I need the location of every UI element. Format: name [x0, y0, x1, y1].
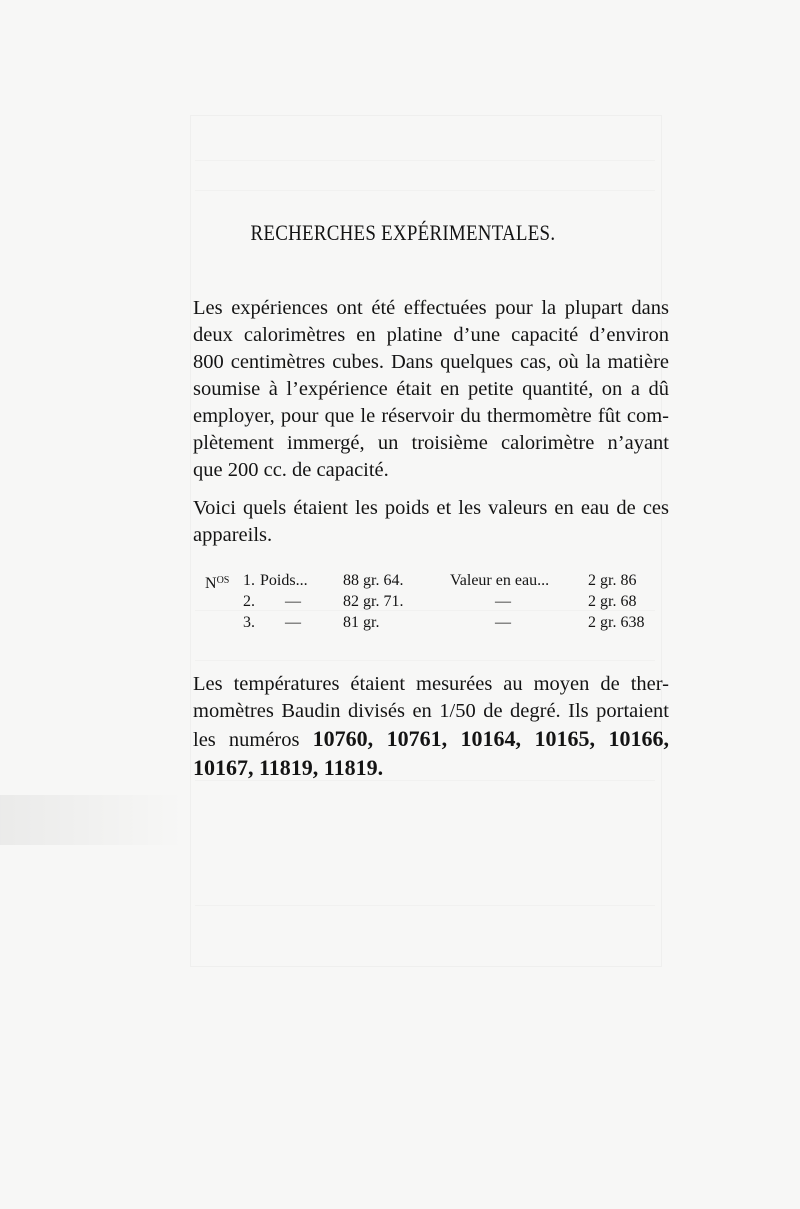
text-line: 800 centimètres cubes. Dans quelques cas, où la matière	[193, 351, 669, 373]
thermometer-numbers: 10760, 10761, 10164, 10165, 10166,	[312, 726, 670, 751]
text-line: employer, pour que le réservoir du thermomètre fût com-	[193, 405, 669, 427]
text-line: que 200 cc. de capacité.	[193, 459, 389, 481]
water-value: 2 gr. 638	[588, 614, 645, 631]
text-line: soumise à l’expérience était en petite quantité, on a dû	[193, 378, 669, 400]
text-line: momètres Baudin divisés en 1/50 de degré. Ils portaient	[193, 700, 669, 722]
water-value-label: Valeur en eau...	[450, 572, 550, 589]
table-row	[205, 612, 660, 633]
weight-value: 81 gr.	[343, 614, 380, 631]
text-line: Les expériences ont été effectuées pour la plupart dans	[193, 297, 669, 319]
weight-value: 82 gr. 71.	[343, 593, 404, 610]
weight-label: Poids...	[260, 572, 308, 589]
numero-prefix: $N^{OS}$	[205, 575, 230, 592]
paragraph-weights-intro	[193, 495, 669, 549]
paragraph-calorimeters	[193, 295, 669, 484]
text-line: plètement immergé, un troisième calorimètre n’ayant	[193, 432, 669, 454]
water-value-label: —	[495, 614, 511, 631]
weight-label: —	[285, 614, 301, 631]
text-line: Les températures étaient mesurées au moyen de ther-	[193, 673, 669, 695]
text-line: appareils.	[193, 524, 273, 546]
page-edge-shadow	[0, 795, 185, 845]
weight-label: —	[285, 593, 301, 610]
weight-value: 88 gr. 64.	[343, 572, 404, 589]
row-number: 2.	[243, 593, 255, 610]
table-row	[205, 591, 660, 612]
paragraph-thermometers	[193, 671, 669, 783]
text-fragment: les numéros	[193, 729, 300, 751]
text-line	[193, 725, 669, 754]
table-row	[205, 570, 660, 591]
bleed-through-line	[195, 660, 655, 661]
text-line: deux calorimètres en platine d’une capacité d’environ	[193, 324, 669, 346]
text-line: Voici quels étaient les poids et les valeurs en eau de ces	[193, 497, 669, 519]
row-number: 3.	[243, 614, 255, 631]
thermometer-numbers: 10167, 11819, 11819.	[193, 755, 384, 780]
water-value: 2 gr. 86	[588, 572, 637, 589]
water-value-label: —	[495, 593, 511, 610]
text-line	[193, 754, 669, 783]
bleed-through-line	[195, 905, 655, 906]
section-title: RECHERCHES EXPÉRIMENTALES.	[250, 220, 556, 245]
bleed-through-line	[195, 190, 655, 191]
bleed-through-line	[195, 160, 655, 161]
weights-table	[205, 570, 660, 633]
water-value: 2 gr. 68	[588, 593, 637, 610]
row-number: 1.	[243, 572, 255, 589]
